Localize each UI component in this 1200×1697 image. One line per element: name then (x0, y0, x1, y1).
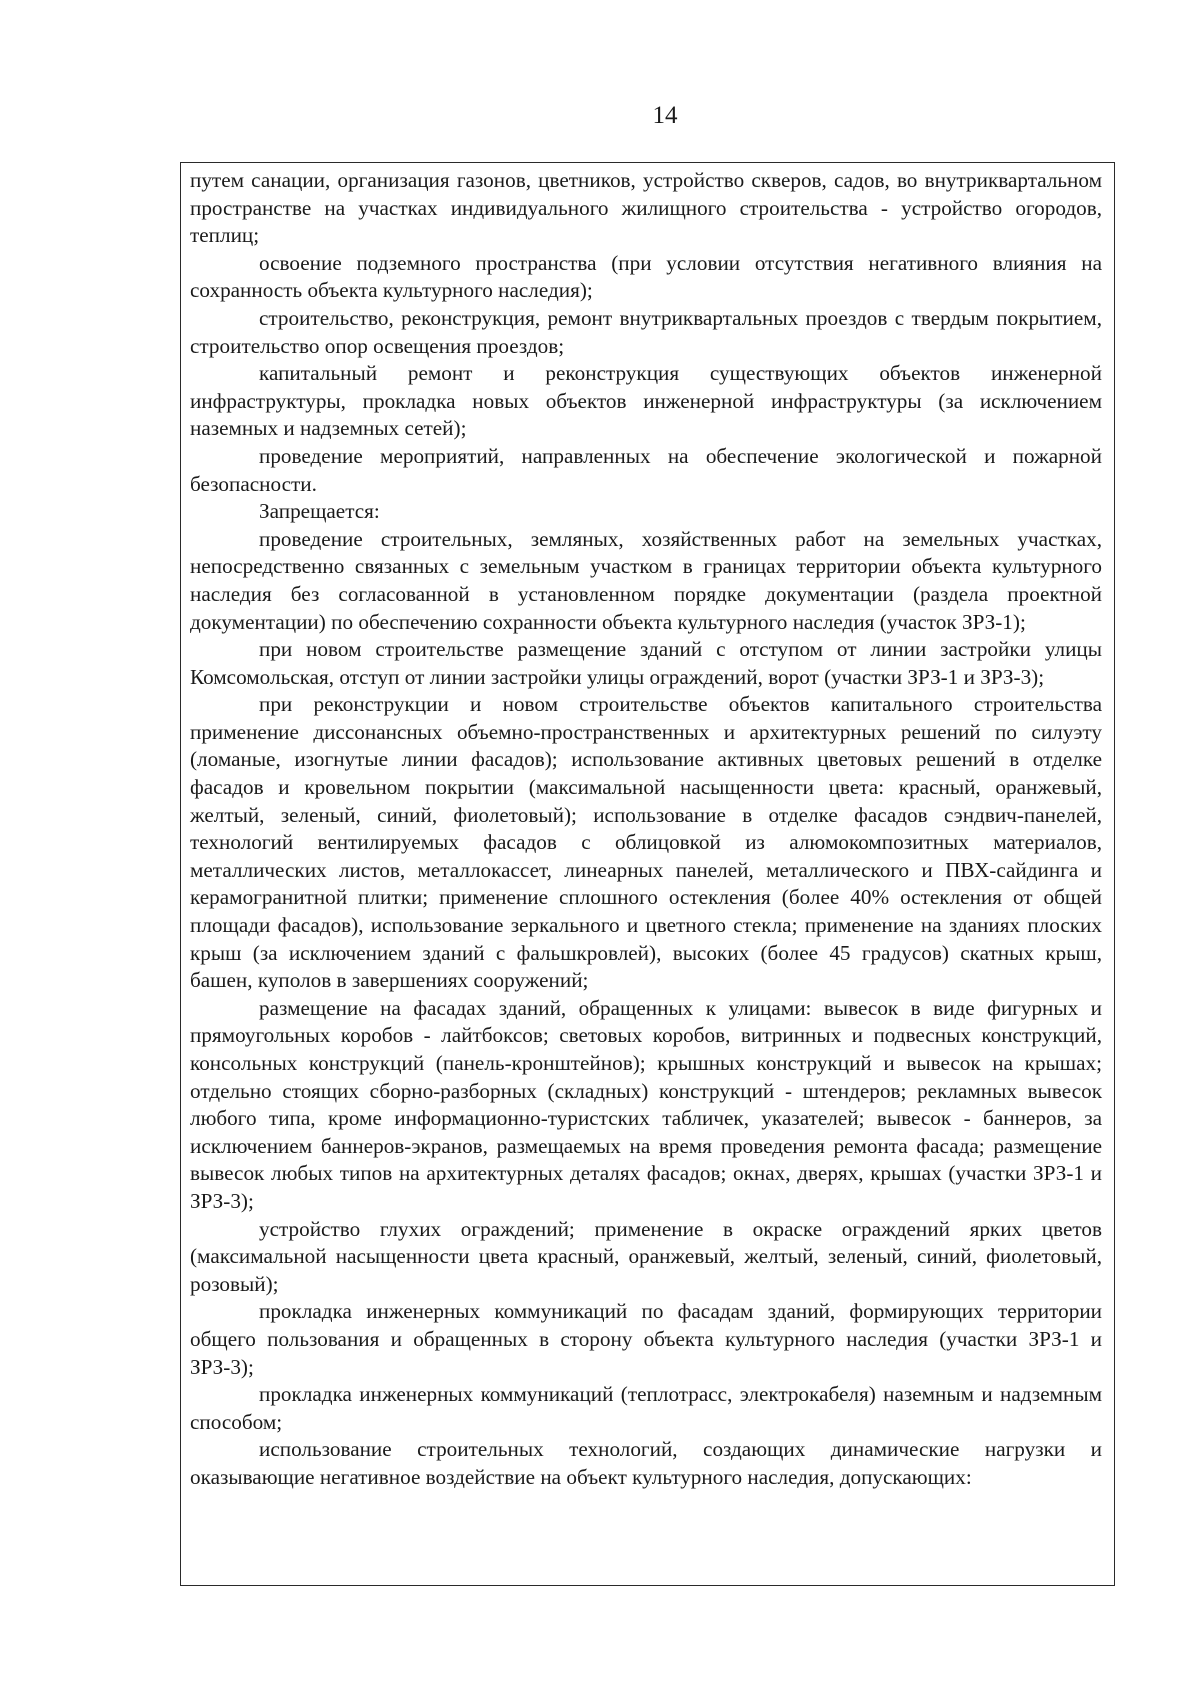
paragraph: прокладка инженерных коммуникаций по фасадам зданий, формирующих территории общего пользования и обращенных в сторону объекта культурного наследия (участки ЗРЗ-1 и ЗРЗ-3); (190, 1299, 1102, 1379)
page-number: 14 (652, 102, 678, 129)
paragraph: проведение мероприятий, направленных на обеспечение экологической и пожарной безопасности. (190, 443, 1102, 496)
paragraph: при реконструкции и новом строительстве объектов капитального строительства применение диссонансных объемно-пространственных и архитектурных решений по силуэту (ломаные, изогнутые линии фасадов); использование активных цветовых решений в отделке фасадов и кровельном покрытии (максимальной насыщенности цвета: красный, оранжевый, желтый, зеленый, синий, фиолетовый); использование в отделке фасадов сэндвич-панелей, технологий вентилируемых фасадов с облицовкой из алюмокомпозитных материалов, металлических листов, металлокассет, линеарных панелей, металлического и ПВХ-сайдинга и керамогранитной плитки; применение сплошного остекления (более 40% остекления от общей площади фасадов), использование зеркального и цветного стекла; применение на зданиях плоских крыш (за исключением зданий с фальшкровлей), высоких (более 45 градусов) скатных крыш, башен, куполов в завершениях сооружений; (190, 692, 1102, 993)
paragraph: проведение строительных, земляных, хозяйственных работ на земельных участках, непосредственно связанных с земельным участком в границах территории объекта культурного наследия без согласованной в установленном порядке документации (раздела проектной документации) по обеспечению сохранности объекта культурного наследия (участок ЗРЗ-1); (190, 526, 1102, 634)
section-heading: Запрещается: (259, 499, 380, 524)
paragraph: устройство глухих ограждений; применение в окраске ограждений ярких цветов (максимальной насыщенности цвета красный, оранжевый, желтый, зеленый, синий, фиолетовый, розовый); (190, 1216, 1102, 1296)
paragraph: освоение подземного пространства (при условии отсутствия негативного влияния на сохранность объекта культурного наследия); (190, 250, 1102, 303)
paragraph: использование строительных технологий, создающих динамические нагрузки и оказывающие негативное воздействие на объект культурного наследия, допускающих: (190, 1437, 1102, 1489)
paragraph: путем санации, организация газонов, цветников, устройство скверов, садов, во внутриквартальном пространстве на участках индивидуального жилищного строительства - устройство огородов, теплиц; (190, 168, 1102, 248)
paragraph: прокладка инженерных коммуникаций (теплотрасс, электрокабеля) наземным и надземным способом; (190, 1382, 1102, 1434)
paragraph: капитальный ремонт и реконструкция существующих объектов инженерной инфраструктуры, прокладка новых объектов инженерной инфраструктуры (за исключением наземных и надземных сетей); (190, 361, 1102, 441)
paragraph: строительство, реконструкция, ремонт внутриквартальных проездов с твердым покрытием, строительство опор освещения проездов; (190, 305, 1102, 358)
paragraph: при новом строительстве размещение зданий с отступом от линии застройки улицы Комсомольская, отступ от линии застройки улицы ограждений, ворот (участки ЗРЗ-1 и ЗРЗ-3); (190, 637, 1102, 689)
document-text-frame (180, 162, 1115, 1586)
paragraph: размещение на фасадах зданий, обращенных к улицами: вывесок в виде фигурных и прямоугольных коробов - лайтбоксов; световых коробов, витринных и подвесных конструкций, консольных конструкций (панель-кронштейнов); крышных конструкций и вывесок на крышах; отдельно стоящих сборно-разборных (складных) конструкций - штендеров; рекламных вывесок любого типа, кроме информационно-туристских табличек, указателей; вывесок - баннеров, за исключением баннеров-экранов, размещаемых на время проведения ремонта фасада; размещение вывесок любых типов на архитектурных деталях фасадов; окнах, дверях, крышах (участки ЗРЗ-1 и ЗРЗ-3); (190, 995, 1102, 1213)
